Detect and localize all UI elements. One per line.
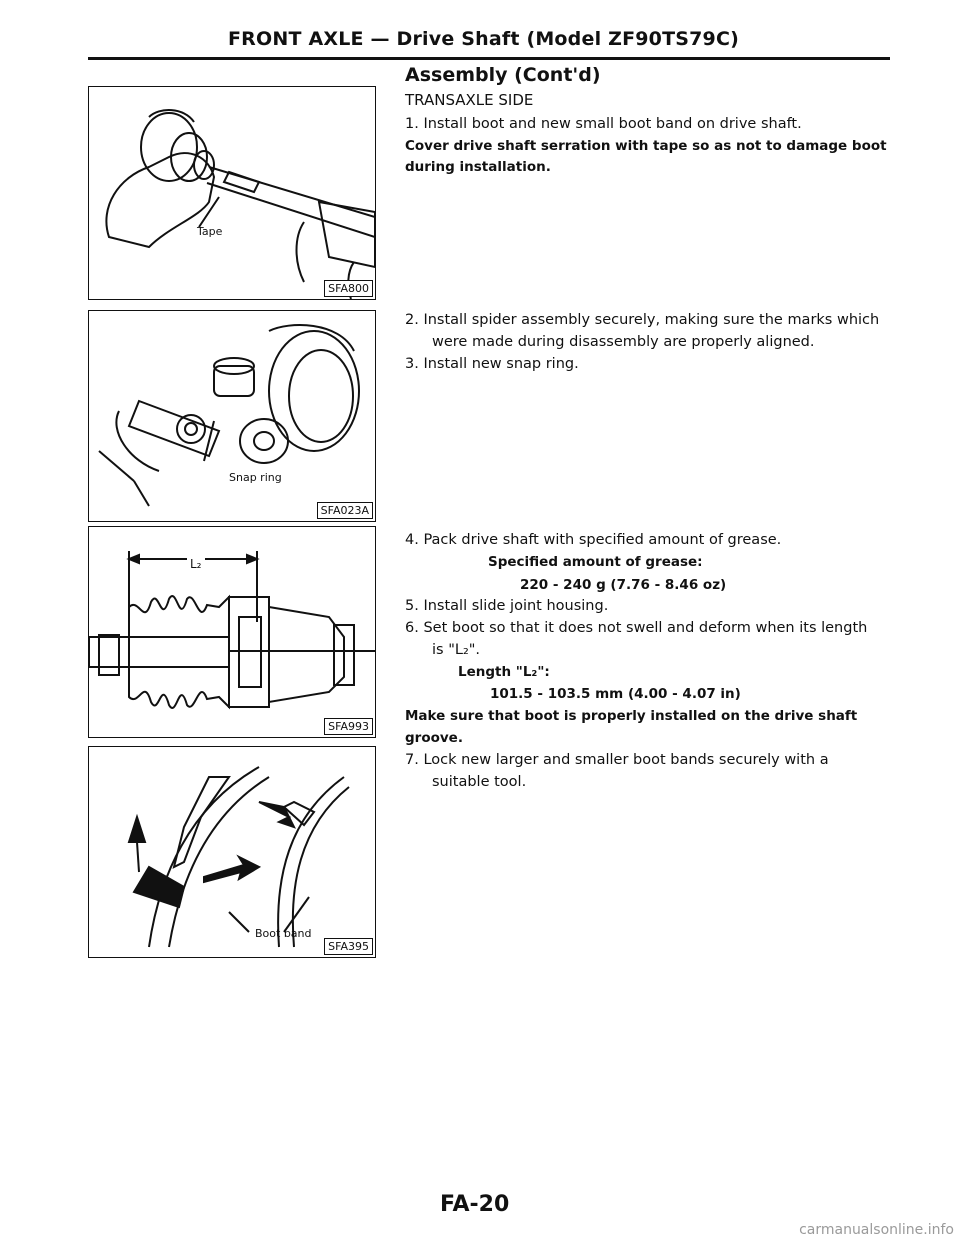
step-7: 7. Lock new larger and smaller boot bands securely with a [405, 752, 829, 768]
grease-spec-label: Specified amount of grease: [488, 554, 703, 570]
step-1-note: Cover drive shaft serration with tape so as not to damage boot [405, 138, 887, 154]
length-spec-label: Length "L₂": [458, 664, 550, 680]
tape-label: Tape [197, 225, 223, 238]
step-2-cont: were made during disassembly are properly aligned. [432, 334, 815, 350]
step-5: 5. Install slide joint housing. [405, 598, 609, 614]
figure-code: SFA800 [324, 280, 373, 297]
step-1: 1. Install boot and new small boot band on drive shaft. [405, 116, 802, 132]
step-6-note-cont: groove. [405, 730, 463, 746]
section-subtitle: TRANSAXLE SIDE [405, 91, 534, 109]
boot-band-label: Boot band [255, 927, 312, 940]
figure-code: SFA993 [324, 718, 373, 735]
snap-ring-label: Snap ring [229, 471, 282, 484]
tape-illustration [89, 87, 375, 299]
figure-snap-ring [88, 310, 376, 522]
snap-ring-illustration [89, 311, 375, 521]
page-number: FA-20 [440, 1192, 510, 1217]
step-1-note-cont: during installation. [405, 159, 551, 175]
header-rule [88, 57, 890, 60]
page-header: FRONT AXLE — Drive Shaft (Model ZF90TS79C) [228, 28, 740, 50]
step-2: 2. Install spider assembly securely, making sure the marks which [405, 312, 880, 328]
boot-length-illustration [89, 527, 375, 737]
step-6: 6. Set boot so that it does not swell and deform when its length [405, 620, 868, 636]
grease-spec-value: 220 - 240 g (7.76 - 8.46 oz) [520, 577, 727, 593]
step-6-cont: is "L₂". [432, 642, 481, 658]
step-7-cont: suitable tool. [432, 774, 527, 790]
step-3: 3. Install new snap ring. [405, 356, 579, 372]
figure-tape [88, 86, 376, 300]
figure-code: SFA395 [324, 938, 373, 955]
boot-band-illustration [89, 747, 375, 957]
figure-boot-band [88, 746, 376, 958]
length-spec-value: 101.5 - 103.5 mm (4.00 - 4.07 in) [490, 686, 741, 702]
section-title: Assembly (Cont'd) [405, 64, 601, 86]
step-4: 4. Pack drive shaft with specified amount of grease. [405, 532, 782, 548]
figure-code: SFA023A [317, 502, 373, 519]
dimension-label: L₂ [187, 557, 205, 571]
figure-boot-length [88, 526, 376, 738]
step-6-note: Make sure that boot is properly installed on the drive shaft [405, 708, 858, 724]
watermark: carmanualsonline.info [799, 1222, 954, 1238]
